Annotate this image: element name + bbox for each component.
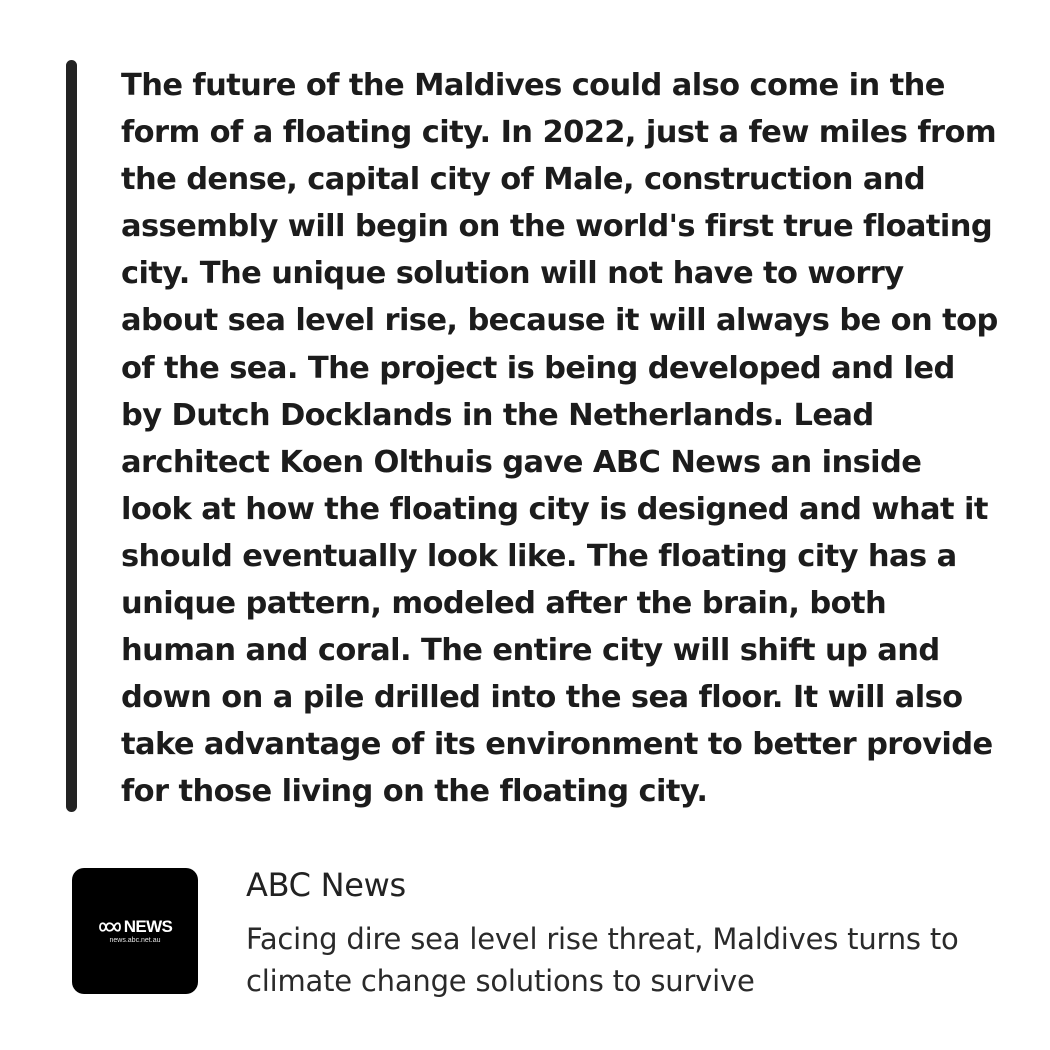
abc-lissajous-icon — [98, 920, 122, 934]
quote-bar — [66, 60, 77, 812]
quote-text: The future of the Maldives could also come in the form of a floating city. In 2022, just a few miles from the dense, capital city of Male, construction and assembly will begin on the world's first true floating city. The unique solution will not have to worry about sea level rise, because it will always be on top of the sea. The project is being developed and led by Dutch Docklands in the Netherlands. Lead architect Koen Olthuis gave ABC News an inside look at how the floating city is designed and what it should eventually look like. The floating city has a unique pattern, modeled after the brain, both human and coral. The entire city will shift up and down on a pile drilled into the sea floor. It will also take advantage of its environment to better provide for those living on the floating city. — [121, 68, 998, 810]
abc-news-logo — [72, 868, 198, 994]
card-source: ABC News — [246, 866, 406, 904]
card-title[interactable]: Facing dire sea level rise threat, Maldives turns to climate change solutions to survive — [246, 922, 959, 998]
logo-url: news.abc.net.au — [109, 937, 161, 944]
link-preview-card[interactable] — [72, 862, 1002, 1012]
logo-wordmark: NEWS — [123, 917, 173, 936]
logo-row — [98, 918, 173, 936]
